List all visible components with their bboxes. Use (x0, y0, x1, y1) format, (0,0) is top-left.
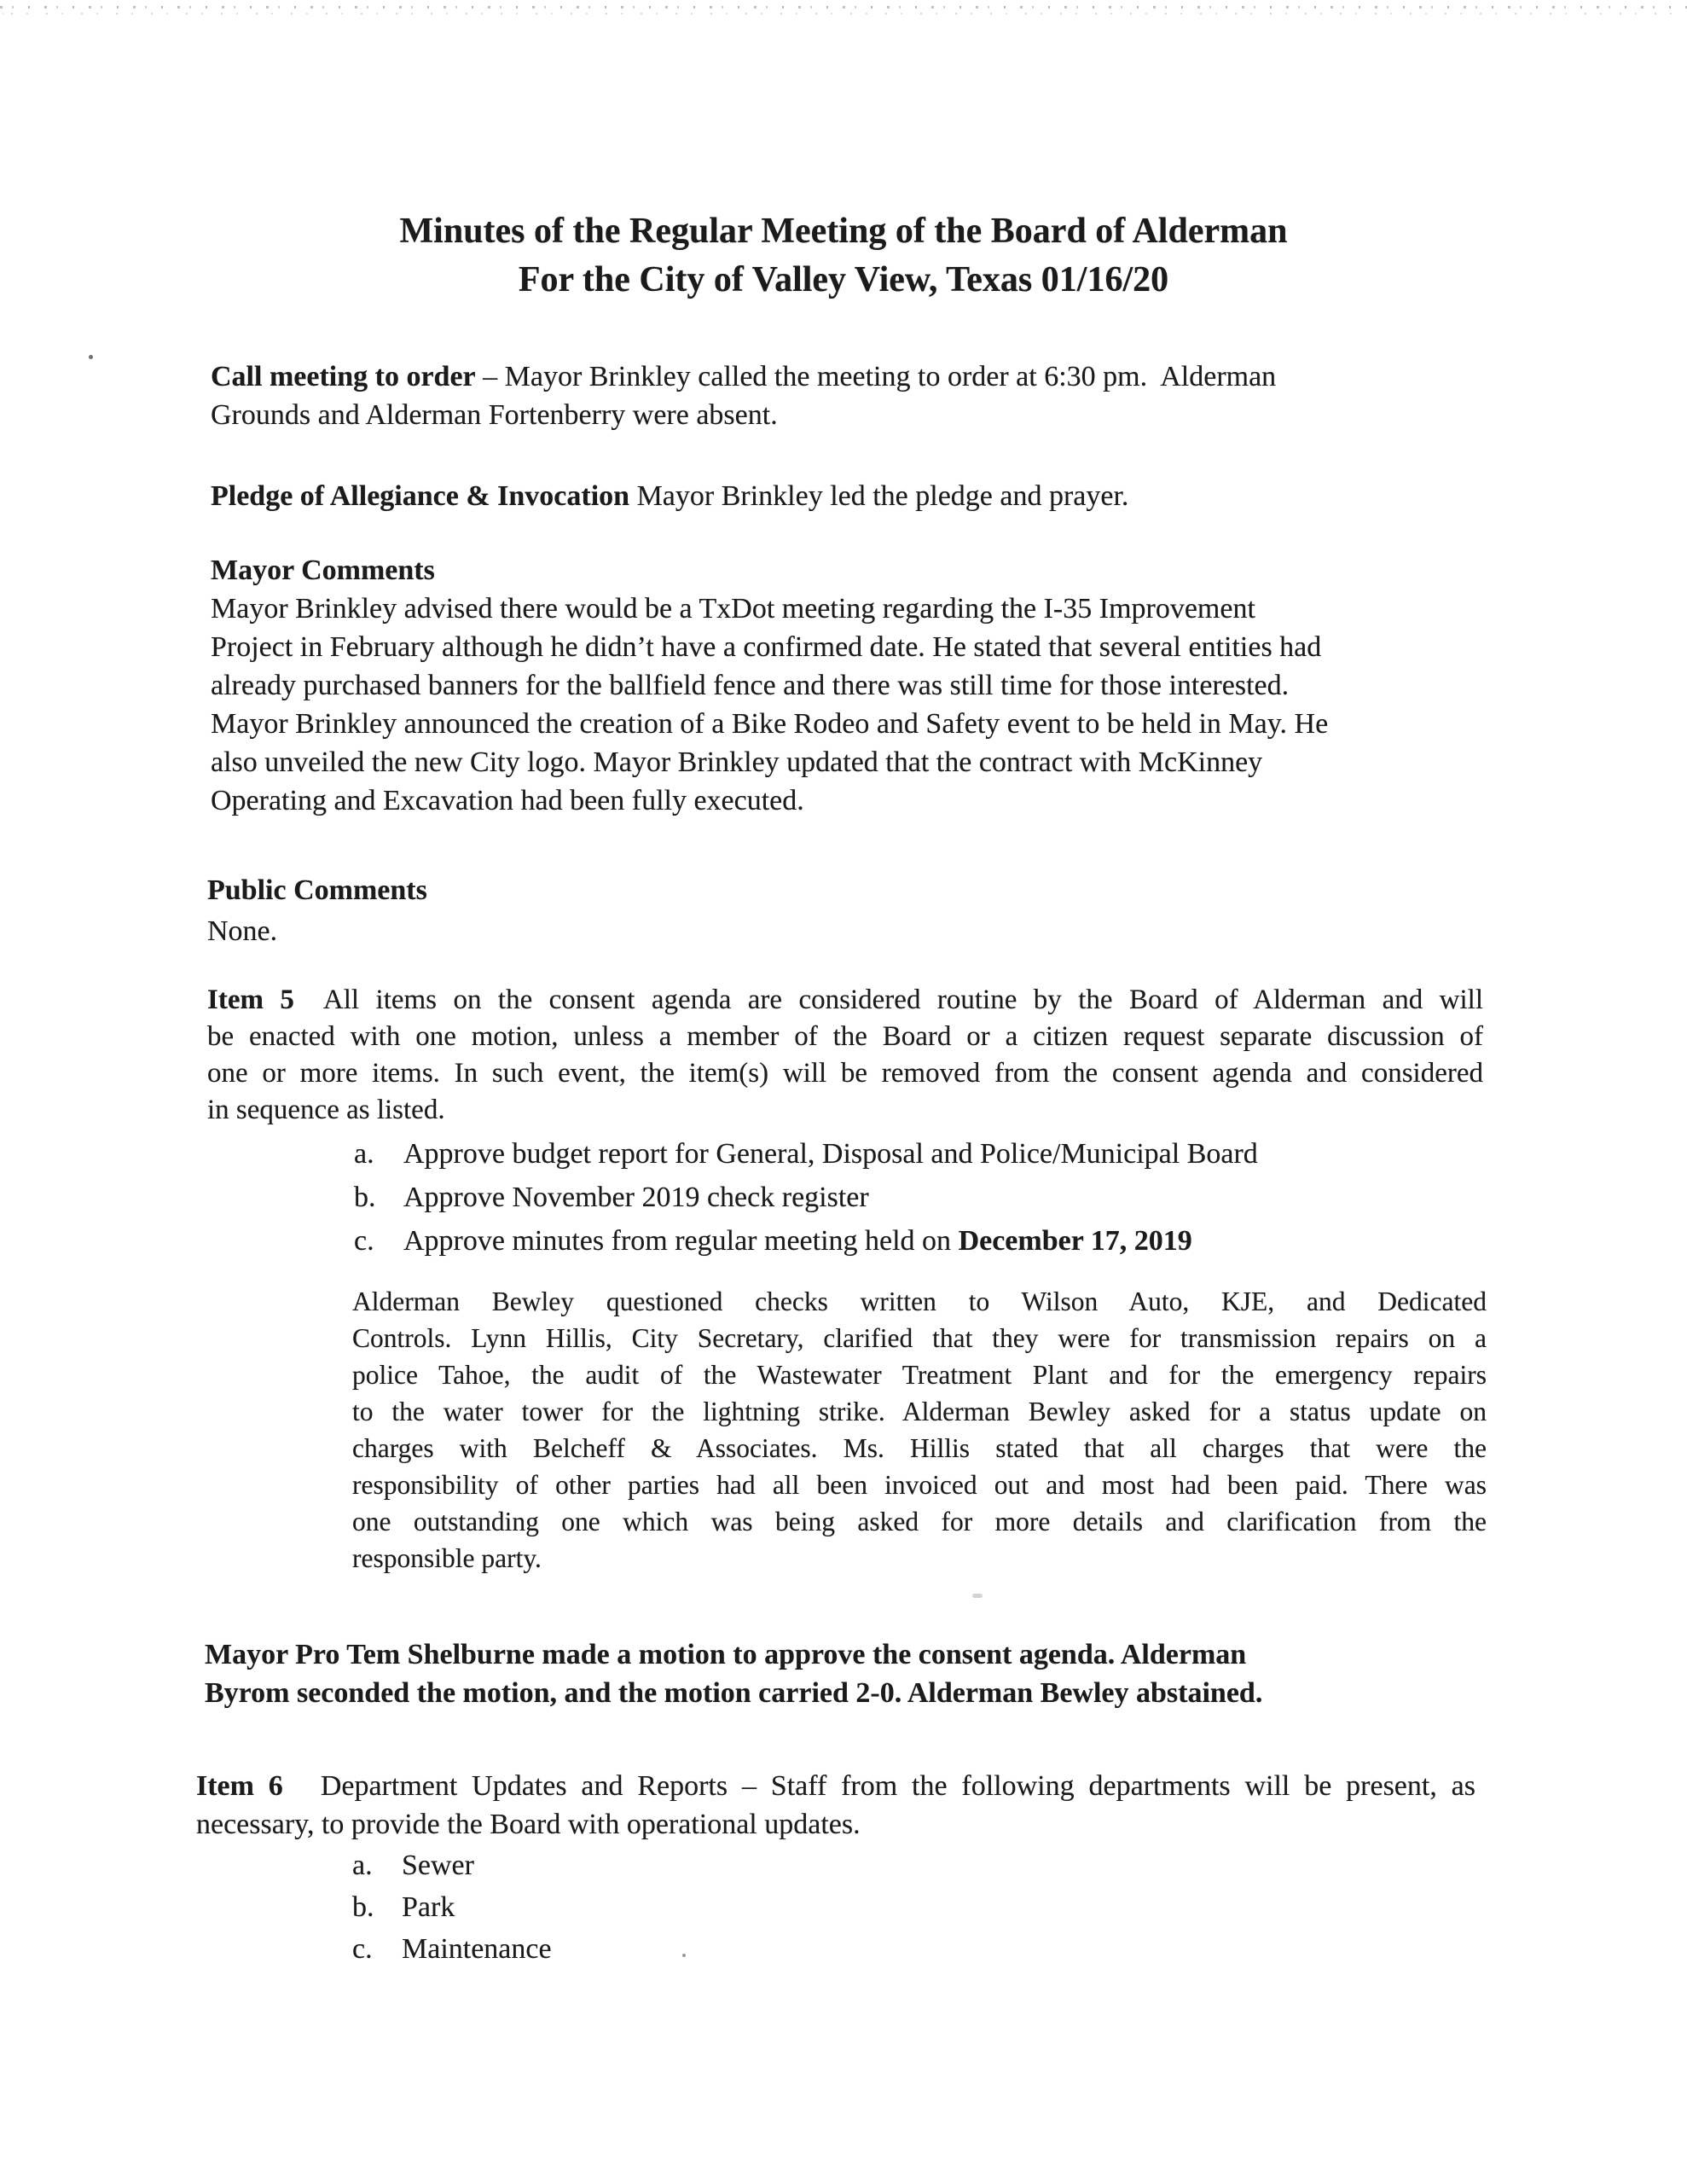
text-line (196, 1767, 1475, 1805)
pledge-text: Mayor Brinkley led the pledge and prayer. (629, 480, 1129, 512)
text-line: already purchased banners for the ballfield fence and there was still time for those interested. (211, 670, 1290, 701)
text-line (207, 982, 1483, 1019)
call-to-order-paragraph (211, 357, 1276, 434)
text-line: responsibility of other parties had all been invoiced out and most had been paid. There was (352, 1470, 1487, 1500)
text-line: be enacted with one motion, unless a member of the Board or a citizen request separate discussion of (207, 1021, 1483, 1052)
list-marker: a. (354, 1138, 374, 1170)
text-line: to the water tower for the lightning strike. Alderman Bewley asked for a status update on (352, 1397, 1487, 1426)
item5-paragraph (207, 982, 1483, 1129)
text-line: Mayor Brinkley advised there would be a TxDot meeting regarding the I-35 Improvement (211, 593, 1255, 624)
list-text: Approve November 2019 check register (403, 1182, 869, 1213)
public-comments-body: None. (207, 915, 278, 947)
list-marker: b. (352, 1891, 374, 1923)
text-line: in sequence as listed. (207, 1095, 445, 1125)
list-item (354, 1219, 1258, 1263)
scanner-noise-band-2 (0, 11, 1687, 16)
list-marker: c. (352, 1933, 373, 1965)
scan-artifact-dot (682, 1954, 686, 1957)
item6-intro-text: Department Updates and Reports – Staff from the following departments will be present, as (320, 1770, 1475, 1802)
list-item (352, 1928, 552, 1970)
scan-artifact-dot (89, 355, 93, 359)
pledge-paragraph (211, 477, 1128, 515)
list-text: Approve budget report for General, Disposal and Police/Municipal Board (403, 1138, 1258, 1170)
list-text: Maintenance (402, 1933, 552, 1965)
item6-paragraph (196, 1767, 1475, 1844)
document-title (0, 207, 1687, 305)
text-line: Project in February although he didn’t have a confirmed date. He stated that several entities had (211, 631, 1322, 663)
text-line: necessary, to provide the Board with operational updates. (196, 1809, 861, 1840)
item5-discussion-paragraph (352, 1283, 1487, 1577)
item5-intro-text: All items on the consent agenda are considered routine by the Board of Alderman and will (322, 985, 1484, 1015)
text-line: Mayor Pro Tem Shelburne made a motion to approve the consent agenda. Alderman (205, 1639, 1247, 1670)
text-line: also unveiled the new City logo. Mayor Brinkley updated that the contract with McKinney (211, 746, 1263, 778)
item6-department-list (352, 1844, 552, 1970)
title-line-1: Minutes of the Regular Meeting of the Board of Alderman (399, 212, 1288, 251)
list-text: Park (402, 1891, 455, 1923)
item6-label: Item 6 (196, 1770, 283, 1802)
mayor-comments-heading: Mayor Comments (211, 555, 435, 586)
text-line: Mayor Brinkley announced the creation of a Bike Rodeo and Safety event to be held in May. He (211, 708, 1329, 740)
title-line-2: For the City of Valley View, Texas 01/16/20 (518, 260, 1169, 299)
list-marker: a. (352, 1850, 373, 1881)
text-line: Alderman Bewley questioned checks written to Wilson Auto, KJE, and Dedicated (352, 1287, 1487, 1316)
list-text: Sewer (402, 1850, 474, 1881)
text-line (211, 477, 1128, 515)
bold-date: December 17, 2019 (958, 1225, 1192, 1257)
motion-paragraph (205, 1635, 1262, 1712)
list-item (354, 1132, 1258, 1176)
scan-artifact-smudge (972, 1594, 983, 1598)
mayor-comments-paragraph (211, 590, 1328, 820)
call-to-order-label: Call meeting to order (211, 361, 476, 392)
item5-consent-list (354, 1132, 1258, 1263)
text-line: Grounds and Alderman Fortenberry were absent. (211, 399, 778, 431)
text-line: one or more items. In such event, the item(s) will be removed from the consent agenda and considered (207, 1058, 1483, 1089)
public-comments-heading: Public Comments (207, 874, 427, 906)
call-to-order-text: – Mayor Brinkley called the meeting to order at 6:30 pm. Alderman (475, 361, 1277, 392)
list-marker: b. (354, 1182, 376, 1213)
list-item (352, 1886, 552, 1928)
list-text: Approve minutes from regular meeting held on December 17, 2019 (403, 1225, 1192, 1257)
text-line: Byrom seconded the motion, and the motion carried 2-0. Alderman Bewley abstained. (205, 1677, 1263, 1709)
pledge-label: Pledge of Allegiance & Invocation (211, 480, 630, 512)
text-line: charges with Belcheff & Associates. Ms. Hillis stated that all charges that were the (352, 1433, 1487, 1463)
item5-label: Item 5 (207, 985, 294, 1015)
list-item (354, 1176, 1258, 1219)
text-line: Controls. Lynn Hillis, City Secretary, clarified that they were for transmission repairs on a (352, 1323, 1487, 1353)
list-marker: c. (354, 1225, 374, 1257)
text-line: one outstanding one which was being asked for more details and clarification from the (352, 1507, 1487, 1536)
text-line (211, 357, 1276, 396)
text-line: Operating and Excavation had been fully executed. (211, 785, 804, 816)
text-line: police Tahoe, the audit of the Wastewater Treatment Plant and for the emergency repairs (352, 1360, 1487, 1390)
list-item (352, 1844, 552, 1886)
text-line: responsible party. (352, 1543, 542, 1573)
item5-intro-continued (207, 1019, 1483, 1129)
